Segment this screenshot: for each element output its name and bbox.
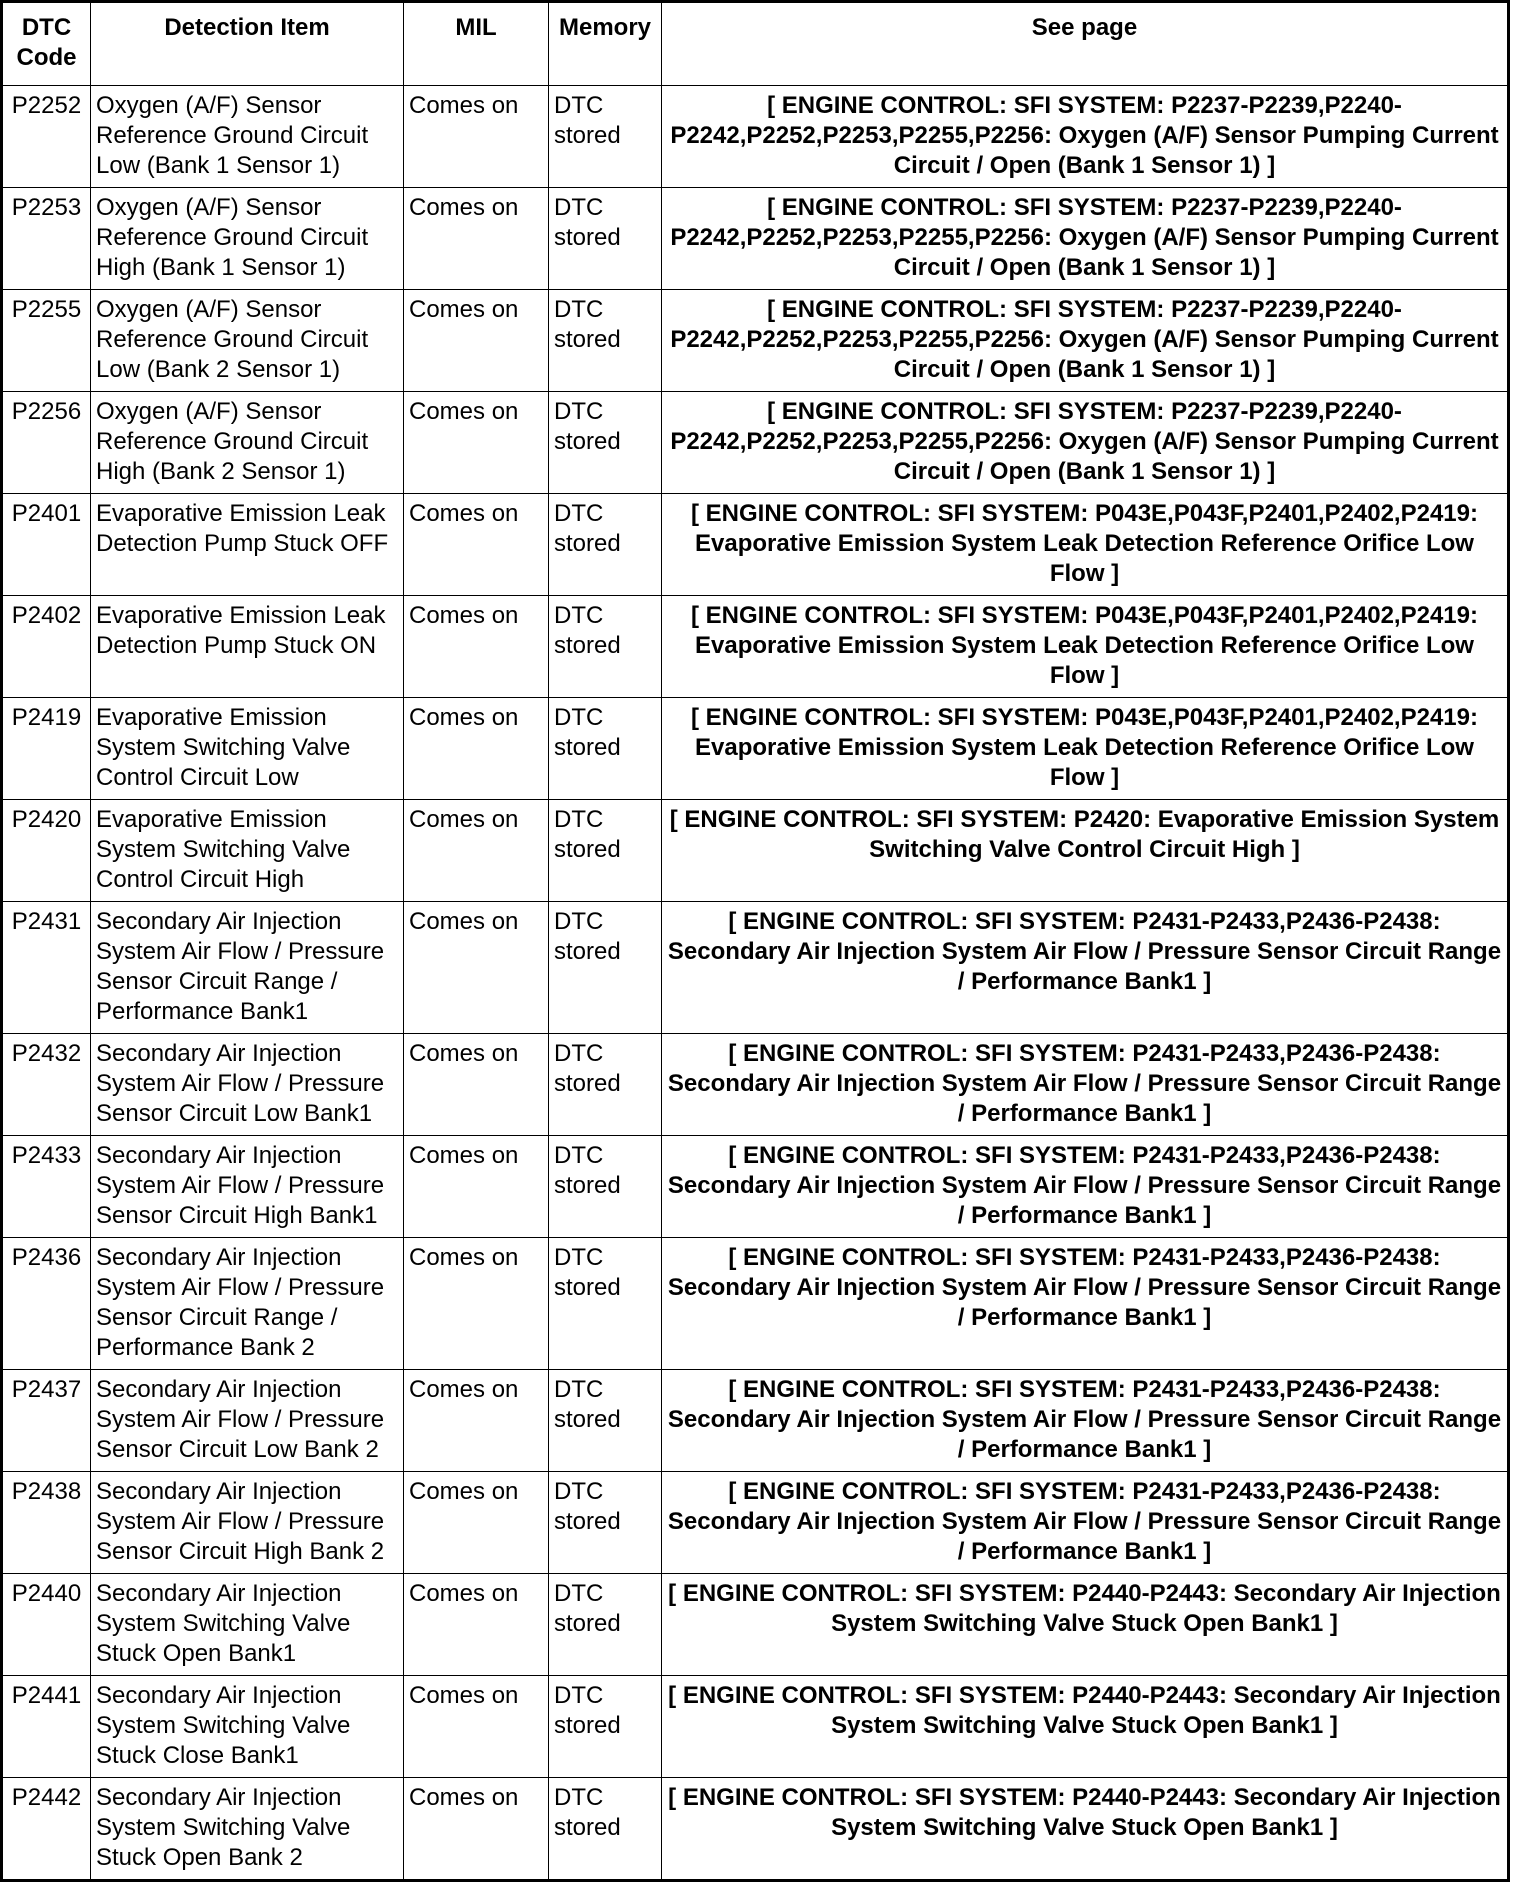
see-page-link[interactable]: [ ENGINE CONTROL: SFI SYSTEM: P2431-P2433,P2436-P2438: Secondary Air Injection System Air Flow / Pressure Sensor Circuit Range / Performance Bank1 ] [662,1136,1509,1238]
table-row [2,188,1509,290]
mil-cell: Comes on [404,800,549,902]
header-dtc-code: DTC Code [2,2,91,86]
mil-cell: Comes on [404,698,549,800]
see-page-link[interactable]: [ ENGINE CONTROL: SFI SYSTEM: P2431-P2433,P2436-P2438: Secondary Air Injection System Air Flow / Pressure Sensor Circuit Range / Performance Bank1 ] [662,1370,1509,1472]
mil-cell: Comes on [404,596,549,698]
dtc-code-cell: P2252 [2,86,91,188]
mil-cell: Comes on [404,1472,549,1574]
mil-cell: Comes on [404,86,549,188]
memory-cell: DTC stored [549,1676,662,1778]
memory-cell: DTC stored [549,698,662,800]
table-body [2,86,1509,1881]
memory-cell: DTC stored [549,1370,662,1472]
detection-item-cell: Evaporative Emission Leak Detection Pump Stuck OFF [91,494,404,596]
see-page-link[interactable]: [ ENGINE CONTROL: SFI SYSTEM: P2431-P2433,P2436-P2438: Secondary Air Injection System Air Flow / Pressure Sensor Circuit Range / Performance Bank1 ] [662,1238,1509,1370]
dtc-code-cell: P2253 [2,188,91,290]
dtc-code-cell: P2441 [2,1676,91,1778]
header-row [2,2,1509,86]
dtc-code-cell: P2401 [2,494,91,596]
see-page-link[interactable]: [ ENGINE CONTROL: SFI SYSTEM: P2440-P2443: Secondary Air Injection System Switching Valve Stuck Open Bank1 ] [662,1676,1509,1778]
see-page-link[interactable]: [ ENGINE CONTROL: SFI SYSTEM: P2237-P2239,P2240-P2242,P2252,P2253,P2255,P2256: Oxygen (A/F) Sensor Pumping Current Circuit / Open (Bank 1 Sensor 1) ] [662,392,1509,494]
see-page-link[interactable]: [ ENGINE CONTROL: SFI SYSTEM: P2440-P2443: Secondary Air Injection System Switching Valve Stuck Open Bank1 ] [662,1778,1509,1881]
memory-cell: DTC stored [549,902,662,1034]
memory-cell: DTC stored [549,494,662,596]
table-row [2,800,1509,902]
memory-cell: DTC stored [549,800,662,902]
detection-item-cell: Evaporative Emission System Switching Valve Control Circuit Low [91,698,404,800]
table-row [2,392,1509,494]
see-page-link[interactable]: [ ENGINE CONTROL: SFI SYSTEM: P2237-P2239,P2240-P2242,P2252,P2253,P2255,P2256: Oxygen (A/F) Sensor Pumping Current Circuit / Open (Bank 1 Sensor 1) ] [662,86,1509,188]
memory-cell: DTC stored [549,1034,662,1136]
memory-cell: DTC stored [549,1238,662,1370]
mil-cell: Comes on [404,902,549,1034]
memory-cell: DTC stored [549,1574,662,1676]
detection-item-cell: Secondary Air Injection System Switching Valve Stuck Open Bank 2 [91,1778,404,1881]
dtc-code-cell: P2419 [2,698,91,800]
table-row [2,1370,1509,1472]
header-detection-item: Detection Item [91,2,404,86]
table-row [2,596,1509,698]
detection-item-cell: Evaporative Emission Leak Detection Pump Stuck ON [91,596,404,698]
dtc-code-cell: P2420 [2,800,91,902]
table-row [2,1472,1509,1574]
table-row [2,86,1509,188]
see-page-link[interactable]: [ ENGINE CONTROL: SFI SYSTEM: P2440-P2443: Secondary Air Injection System Switching Valve Stuck Open Bank1 ] [662,1574,1509,1676]
memory-cell: DTC stored [549,86,662,188]
table-row [2,1574,1509,1676]
mil-cell: Comes on [404,1778,549,1881]
memory-cell: DTC stored [549,1778,662,1881]
memory-cell: DTC stored [549,188,662,290]
dtc-code-cell: P2442 [2,1778,91,1881]
mil-cell: Comes on [404,1676,549,1778]
table-row [2,902,1509,1034]
see-page-link[interactable]: [ ENGINE CONTROL: SFI SYSTEM: P043E,P043F,P2401,P2402,P2419: Evaporative Emission System Leak Detection Reference Orifice Low Flow ] [662,698,1509,800]
see-page-link[interactable]: [ ENGINE CONTROL: SFI SYSTEM: P2237-P2239,P2240-P2242,P2252,P2253,P2255,P2256: Oxygen (A/F) Sensor Pumping Current Circuit / Open (Bank 1 Sensor 1) ] [662,290,1509,392]
see-page-link[interactable]: [ ENGINE CONTROL: SFI SYSTEM: P2420: Evaporative Emission System Switching Valve Control Circuit High ] [662,800,1509,902]
memory-cell: DTC stored [549,290,662,392]
detection-item-cell: Secondary Air Injection System Switching Valve Stuck Open Bank1 [91,1574,404,1676]
dtc-code-cell: P2438 [2,1472,91,1574]
detection-item-cell: Secondary Air Injection System Air Flow / Pressure Sensor Circuit Low Bank1 [91,1034,404,1136]
table-row [2,1136,1509,1238]
mil-cell: Comes on [404,1370,549,1472]
dtc-code-cell: P2436 [2,1238,91,1370]
detection-item-cell: Secondary Air Injection System Air Flow / Pressure Sensor Circuit High Bank 2 [91,1472,404,1574]
dtc-code-cell: P2431 [2,902,91,1034]
table-row [2,1238,1509,1370]
mil-cell: Comes on [404,1574,549,1676]
detection-item-cell: Secondary Air Injection System Switching Valve Stuck Close Bank1 [91,1676,404,1778]
header-see-page: See page [662,2,1509,86]
see-page-link[interactable]: [ ENGINE CONTROL: SFI SYSTEM: P2237-P2239,P2240-P2242,P2252,P2253,P2255,P2256: Oxygen (A/F) Sensor Pumping Current Circuit / Open (Bank 1 Sensor 1) ] [662,188,1509,290]
header-mil: MIL [404,2,549,86]
detection-item-cell: Oxygen (A/F) Sensor Reference Ground Circuit High (Bank 1 Sensor 1) [91,188,404,290]
detection-item-cell: Oxygen (A/F) Sensor Reference Ground Circuit Low (Bank 2 Sensor 1) [91,290,404,392]
dtc-code-cell: P2433 [2,1136,91,1238]
table-row [2,494,1509,596]
dtc-code-cell: P2437 [2,1370,91,1472]
detection-item-cell: Secondary Air Injection System Air Flow / Pressure Sensor Circuit Low Bank 2 [91,1370,404,1472]
see-page-link[interactable]: [ ENGINE CONTROL: SFI SYSTEM: P2431-P2433,P2436-P2438: Secondary Air Injection System Air Flow / Pressure Sensor Circuit Range / Performance Bank1 ] [662,1472,1509,1574]
mil-cell: Comes on [404,392,549,494]
detection-item-cell: Evaporative Emission System Switching Valve Control Circuit High [91,800,404,902]
mil-cell: Comes on [404,1136,549,1238]
header-memory: Memory [549,2,662,86]
memory-cell: DTC stored [549,1472,662,1574]
detection-item-cell: Secondary Air Injection System Air Flow / Pressure Sensor Circuit High Bank1 [91,1136,404,1238]
mil-cell: Comes on [404,1238,549,1370]
detection-item-cell: Secondary Air Injection System Air Flow / Pressure Sensor Circuit Range / Performance Bank 2 [91,1238,404,1370]
memory-cell: DTC stored [549,596,662,698]
table-row [2,1034,1509,1136]
mil-cell: Comes on [404,290,549,392]
see-page-link[interactable]: [ ENGINE CONTROL: SFI SYSTEM: P043E,P043F,P2401,P2402,P2419: Evaporative Emission System Leak Detection Reference Orifice Low Flow ] [662,596,1509,698]
mil-cell: Comes on [404,188,549,290]
table-row [2,1778,1509,1881]
dtc-code-cell: P2255 [2,290,91,392]
table-row [2,698,1509,800]
detection-item-cell: Oxygen (A/F) Sensor Reference Ground Circuit Low (Bank 1 Sensor 1) [91,86,404,188]
see-page-link[interactable]: [ ENGINE CONTROL: SFI SYSTEM: P2431-P2433,P2436-P2438: Secondary Air Injection System Air Flow / Pressure Sensor Circuit Range / Performance Bank1 ] [662,902,1509,1034]
see-page-link[interactable]: [ ENGINE CONTROL: SFI SYSTEM: P043E,P043F,P2401,P2402,P2419: Evaporative Emission System Leak Detection Reference Orifice Low Flow ] [662,494,1509,596]
dtc-code-cell: P2432 [2,1034,91,1136]
see-page-link[interactable]: [ ENGINE CONTROL: SFI SYSTEM: P2431-P2433,P2436-P2438: Secondary Air Injection System Air Flow / Pressure Sensor Circuit Range / Performance Bank1 ] [662,1034,1509,1136]
detection-item-cell: Secondary Air Injection System Air Flow / Pressure Sensor Circuit Range / Performance Bank1 [91,902,404,1034]
dtc-code-cell: P2402 [2,596,91,698]
table-row [2,290,1509,392]
memory-cell: DTC stored [549,1136,662,1238]
mil-cell: Comes on [404,494,549,596]
mil-cell: Comes on [404,1034,549,1136]
detection-item-cell: Oxygen (A/F) Sensor Reference Ground Circuit High (Bank 2 Sensor 1) [91,392,404,494]
dtc-code-cell: P2256 [2,392,91,494]
memory-cell: DTC stored [549,392,662,494]
dtc-code-cell: P2440 [2,1574,91,1676]
table-row [2,1676,1509,1778]
